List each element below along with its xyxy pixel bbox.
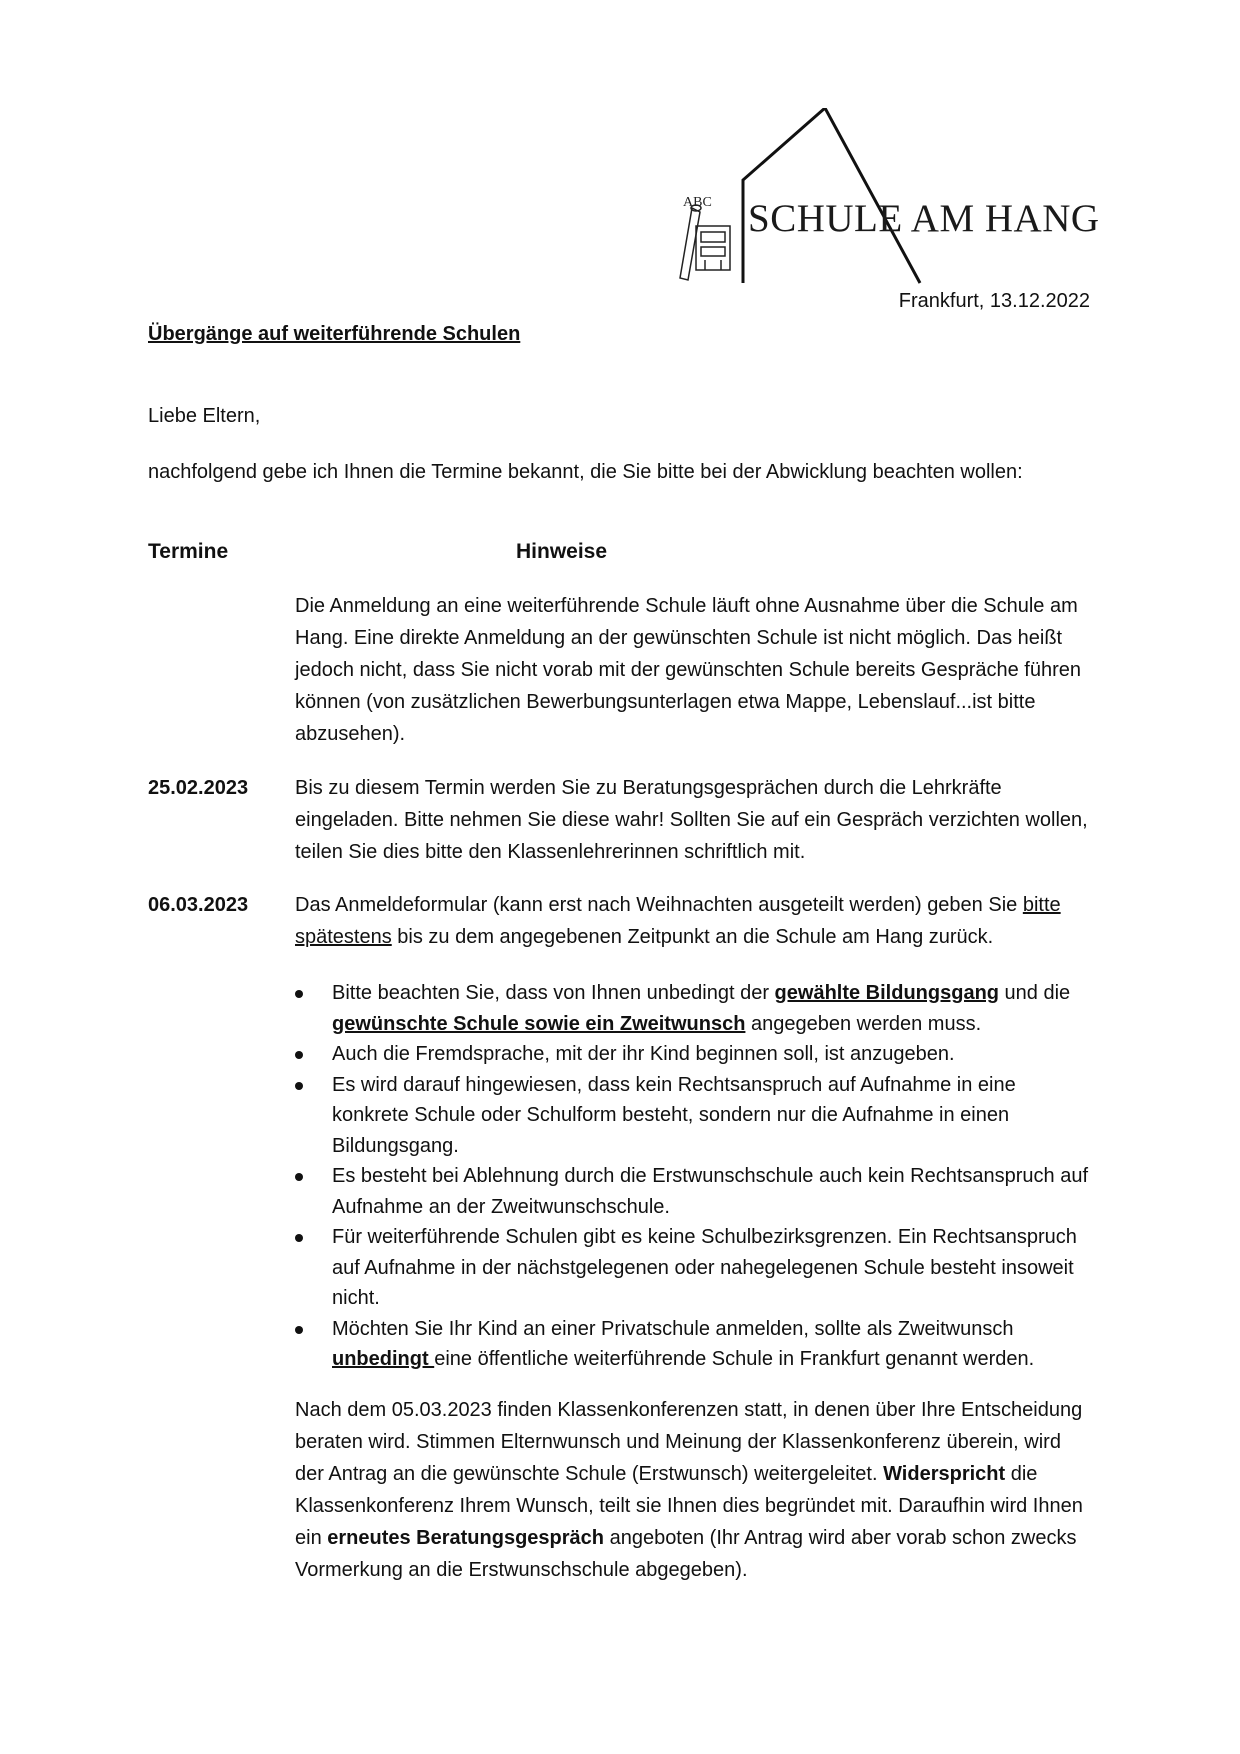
- list-item: Es besteht bei Ablehnung durch die Erstwunschschule auch kein Rechtsanspruch auf Aufnahme an der Zweitwunschschule.: [295, 1161, 1095, 1222]
- bullet-icon: [295, 1173, 303, 1181]
- entry-date: 06.03.2023: [148, 894, 249, 916]
- entry-text-end: bis zu dem angegebenen Zeitpunkt an die Schule am Hang zurück.: [391, 926, 994, 948]
- list-item: Es wird darauf hingewiesen, dass kein Rechtsanspruch auf Aufnahme in eine konkrete Schule oder Schulform besteht, sondern nur die Aufnahme in einen Bildungsgang.: [295, 1070, 1095, 1162]
- entry-text-underlined: bitte spätestens: [295, 894, 1061, 948]
- list-item: Bitte beachten Sie, dass von Ihnen unbedingt der gewählte Bildungsgang und die gewünschte Schule sowie ein Zweitwunsch angegeben werden muss.: [295, 978, 1095, 1039]
- intro-paragraph: nachfolgend gebe ich Ihnen die Termine bekannt, die Sie bitte bei der Abwicklung beachten wollen:: [148, 461, 1023, 483]
- bullet-icon: [295, 990, 303, 998]
- bullet-icon: [295, 1326, 303, 1334]
- closing-paragraph: Nach dem 05.03.2023 finden Klassenkonferenzen statt, in denen über Ihre Entscheidung beraten wird. Stimmen Elternwunsch und Meinung der Klassenkonferenz überein, wird der Antrag an die gewünschte Schule (Erstwunsch) weitergeleitet. Widerspricht die Klassenkonferenz Ihrem Wunsch, teilt sie Ihnen dies begründet mit. Daraufhin wird Ihnen ein erneutes Beratungsgespräch angeboten (Ihr Antrag wird aber vorab schon zwecks Vormerkung an die Erstwunschschule abgegeben).: [295, 1399, 1083, 1581]
- school-name: SCHULE AM HANG: [748, 197, 1100, 240]
- abc-school-supplies-icon: [680, 195, 730, 280]
- svg-text:ABC: ABC: [683, 195, 712, 210]
- date-line: Frankfurt, 13.12.2022: [898, 290, 1090, 312]
- notes-list: [295, 978, 1095, 1375]
- bullet-icon: [295, 1234, 303, 1242]
- column-header-hinweise: Hinweise: [516, 540, 608, 563]
- column-header-termine: Termine: [148, 540, 229, 563]
- entry-text: Bis zu diesem Termin werden Sie zu Beratungsgesprächen durch die Lehrkräfte eingeladen. Bitte nehmen Sie diese wahr! Sollten Sie auf ein Gespräch verzichten wollen, teilen Sie dies bitte den Klassenlehrerinnen schriftlich mit.: [295, 777, 1088, 863]
- general-note: Die Anmeldung an eine weiterführende Schule läuft ohne Ausnahme über die Schule am Hang. Eine direkte Anmeldung an der gewünschten Schule ist nicht möglich. Das heißt jedoch nicht, dass Sie nicht vorab mit der gewünschten Schule bereits Gespräche führen können (von zusätzlichen Bewerbungsunterlagen etwa Mappe, Lebenslauf...ist bitte abzusehen).: [295, 595, 1081, 745]
- school-logo: [670, 108, 1100, 288]
- entry-date: 25.02.2023: [148, 777, 249, 799]
- list-item: Möchten Sie Ihr Kind an einer Privatschule anmelden, sollte als Zweitwunsch unbedingt eine öffentliche weiterführende Schule in Frankfurt genannt werden.: [295, 1314, 1095, 1375]
- salutation: Liebe Eltern,: [148, 405, 261, 427]
- bullet-icon: [295, 1082, 303, 1090]
- entry-text-start: Das Anmeldeformular (kann erst nach Weihnachten ausgeteilt werden) geben Sie: [295, 894, 1023, 916]
- bullet-icon: [295, 1051, 303, 1059]
- list-item: Auch die Fremdsprache, mit der ihr Kind beginnen soll, ist anzugeben.: [295, 1039, 1095, 1070]
- list-item: Für weiterführende Schulen gibt es keine Schulbezirksgrenzen. Ein Rechtsanspruch auf Aufnahme in der nächstgelegenen oder nahegelegenen Schule besteht insoweit nicht.: [295, 1222, 1095, 1314]
- letter-subject: Übergänge auf weiterführende Schulen: [148, 323, 521, 345]
- entry-text: [295, 889, 1095, 953]
